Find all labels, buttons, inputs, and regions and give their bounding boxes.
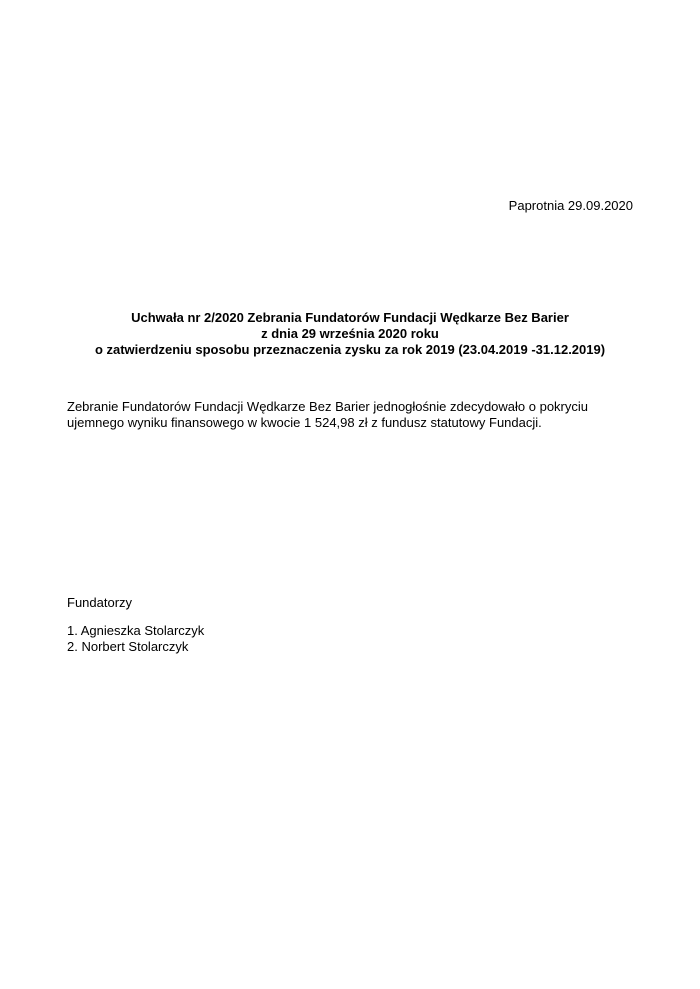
- founder-item: 2. Norbert Stolarczyk: [67, 639, 189, 654]
- founder-item: 1. Agnieszka Stolarczyk: [67, 623, 205, 638]
- founders-list: [67, 623, 204, 655]
- body-line-1: Zebranie Fundatorów Fundacji Wędkarze Bez Barier jednogłośnie zdecydowało o pokryciu: [67, 399, 588, 414]
- title-line-3: o zatwierdzeniu sposobu przeznaczenia zysku za rok 2019 (23.04.2019 -31.12.2019): [94, 342, 606, 357]
- title-line-2: z dnia 29 września 2020 roku: [261, 326, 439, 341]
- founders-label: Fundatorzy: [67, 595, 133, 610]
- title-line-1: Uchwała nr 2/2020 Zebrania Fundatorów Fundacji Wędkarze Bez Barier: [131, 310, 569, 325]
- resolution-title: [0, 310, 700, 358]
- resolution-body: [67, 399, 647, 431]
- place-date: Paprotnia 29.09.2020: [508, 198, 633, 213]
- body-line-2: ujemnego wyniku finansowego w kwocie 1 524,98 zł z fundusz statutowy Fundacji.: [67, 415, 542, 430]
